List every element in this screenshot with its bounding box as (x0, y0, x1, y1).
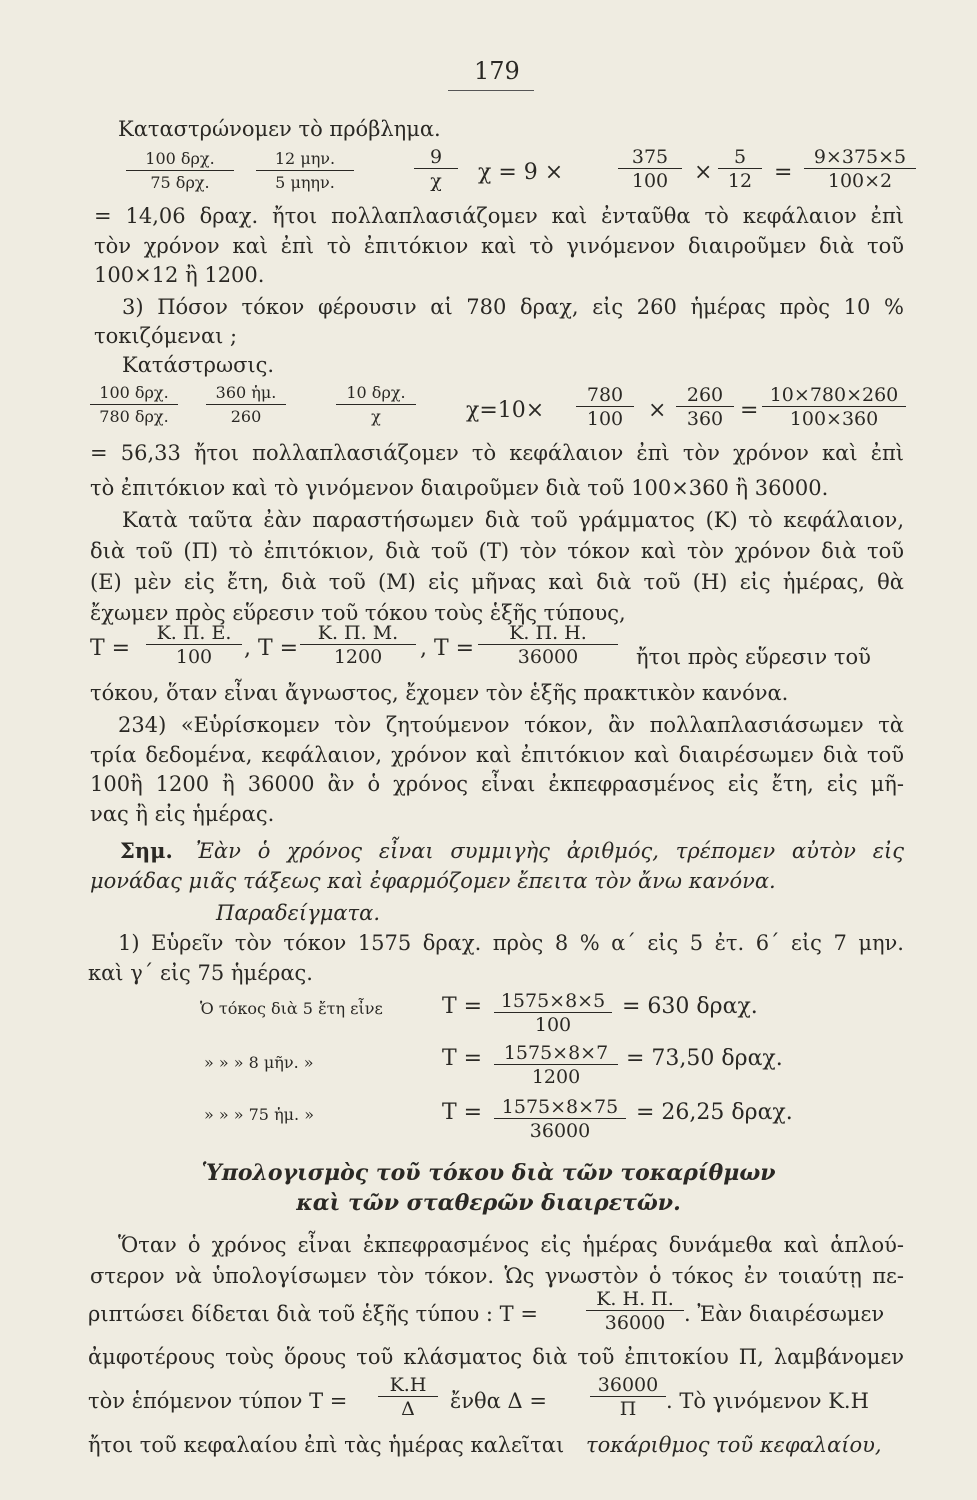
sec5-line-5b: ἔνθα Δ = (450, 1389, 547, 1413)
sec1-equation-lhs: χ = 9 × (478, 160, 564, 185)
sec1-line-1: = 14,06 δραχ. ἤτοι πολλαπλασιάζομεν καὶ ἐνταῦθα τὸ κεφάλαιον ἐπὶ (94, 204, 904, 228)
example-result-3-t: Τ = (442, 1100, 483, 1125)
sec2-question-line-2: τοκιζόμεναι ; (94, 324, 238, 348)
sec5-line-3a: ριπτώσει δίδεται διὰ τοῦ ἑξῆς τύπου : Τ = (88, 1302, 538, 1326)
formula-t3-label: , Τ = (420, 636, 475, 661)
sec1-fraction-a: 100 δρχ. 75 δρχ. (126, 148, 234, 195)
sec1-fraction-f: $\frac{9\times 375\times 5}{100\times 2}$ (804, 146, 916, 193)
note-line-2: μονάδας μιᾶς τάξεως καὶ ἐφαρμόζομεν ἔπειτα τὸν ἄνω κανόνα. (90, 869, 776, 893)
sec2-fraction-d: $\frac{780}{100}$ (576, 384, 634, 431)
sec2-fraction-a: 100 δρχ. 780 δρχ. (90, 382, 178, 429)
example-result-3-label: » » » 75 ἡμ. » (204, 1105, 315, 1124)
section-heading-line-2: καὶ τῶν σταθερῶν διαιρετῶν. (296, 1190, 681, 1216)
sec5-line-6a: ἤτοι τοῦ κεφαλαίου ἐπὶ τὰς ἡμέρας καλεῖται (88, 1433, 565, 1457)
example-result-2-label: » » » 8 μῆν. » (204, 1053, 314, 1072)
example-result-1-t: Τ = (442, 994, 483, 1019)
rule-234-line-2: τρία δεδομένα, κεφάλαιον, χρόνον καὶ ἐπιτόκιον καὶ διαιρέσωμεν διὰ τοῦ (90, 743, 904, 767)
sec2-label: Κατάστρωσις. (122, 353, 275, 377)
sec2-fraction-f: $\frac{10\times 780\times 260}{100\times 360}$ (762, 384, 906, 431)
sec1-fraction-d: $\frac{375}{100}$ (618, 146, 682, 193)
formula-t2-label: , Τ = (244, 636, 299, 661)
sec3-line-5: τόκου, ὅταν εἶναι ἄγνωστος, ἔχομεν τὸν ἑξῆς πρακτικὸν κανόνα. (90, 681, 789, 705)
sec3-line-3: (Ε) μὲν εἰς ἔτη, διὰ τοῦ (Μ) εἰς μῆνας καὶ διὰ τοῦ (Η) εἰς ἡμέρας, θὰ (90, 570, 904, 594)
examples-heading: Παραδείγματα. (216, 901, 381, 925)
sec2-fraction-c: 10 δρχ. χ (336, 382, 416, 429)
example-result-3-fraction: $\frac{1575\times 8\times 75}{36000}$ (494, 1096, 626, 1143)
sec2-fraction-e: $\frac{260}{360}$ (676, 384, 734, 431)
sec2-equation-lhs: χ=10× (466, 398, 545, 423)
note-line-1: Ἐὰν ὁ χρόνος εἶναι συμμιγὴς ἀριθμός, τρέπομεν αὐτὸν εἰς (196, 839, 904, 863)
sec2-fraction-b: $\frac{\text{360 ἡμ.}}{260}$ (206, 382, 286, 429)
sec1-intro: Καταστρώνομεν τὸ πρόβλημα. (118, 117, 441, 141)
example-result-2-value: = 73,50 δραχ. (626, 1046, 783, 1071)
sec5-line-1: Ὅταν ὁ χρόνος εἶναι ἐκπεφρασμένος εἰς ἡμέρας δυνάμεθα καὶ ἁπλού- (118, 1233, 904, 1257)
page-number-rule (448, 90, 534, 91)
sec5-line-3b: . Ἐὰν διαιρέσωμεν (684, 1302, 885, 1326)
example-1-line-2: καὶ γ΄ εἰς 75 ἡμέρας. (88, 961, 313, 985)
rule-234-line-1: 234) «Εὑρίσκομεν τὸν ζητούμενον τόκον, ἂν πολλαπλασιάσωμεν τὰ (118, 713, 904, 737)
sec5-fraction-1: $\frac{K. H. \Pi.}{36000}$ (586, 1288, 684, 1335)
sec5-line-6b: τοκάριθμος τοῦ κεφαλαίου, (586, 1433, 882, 1457)
sec1-times-sign: × (694, 160, 713, 185)
sec5-line-2: στερον νὰ ὑπολογίσωμεν τὸν τόκον. Ὡς γνωστὸν ὁ τόκος ἐν τοιαύτῃ πε- (90, 1264, 904, 1288)
sec3-formula-tail: ἤτοι πρὸς εὕρεσιν τοῦ (636, 645, 871, 669)
example-result-2-t: Τ = (442, 1046, 483, 1071)
note-label: Σημ. (120, 838, 173, 863)
sec1-fraction-c: $\frac{9}{\chi}$ (414, 146, 458, 193)
sec2-question-line-1: 3) Πόσον τόκον φέρουσιν αἱ 780 δραχ, εἰς 260 ἡμέρας πρὸς 10 % (122, 295, 904, 319)
sec5-line-5c: . Τὸ γινόμενον Κ.Η (666, 1389, 869, 1413)
rule-234-line-4: νας ἢ εἰς ἡμέρας. (90, 802, 275, 826)
sec1-line-3: 100×12 ἢ 1200. (94, 263, 265, 287)
sec1-line-2: τὸν χρόνον καὶ ἐπὶ τὸ ἐπιτόκιον καὶ τὸ γινόμενον διαιροῦμεν διὰ τοῦ (94, 234, 904, 258)
section-heading-line-1: Ὑπολογισμὸς τοῦ τόκου διὰ τῶν τοκαρίθμων (201, 1160, 776, 1186)
sec1-equals-sign: = (774, 160, 793, 185)
example-result-1-fraction: $\frac{1575\times 8\times 5}{100}$ (494, 990, 612, 1037)
sec2-equals-sign: = (740, 398, 759, 423)
sec5-line-5a: τὸν ἑπόμενον τύπον Τ = (88, 1389, 348, 1413)
rule-234-line-3: 100ἢ 1200 ἢ 36000 ἂν ὁ χρόνος εἶναι ἐκπεφρασμένος εἰς ἔτη, εἰς μῆ- (90, 772, 904, 796)
page-number: 179 (474, 57, 520, 85)
sec3-line-4: ἔχωμεν πρὸς εὕρεσιν τοῦ τόκου τοὺς ἑξῆς τύπους, (90, 601, 626, 625)
example-result-1-value: = 630 δραχ. (622, 994, 758, 1019)
sec1-fraction-e: $\frac{5}{12}$ (718, 146, 762, 193)
formula-t1-fraction: $\frac{K. \Pi. E.}{100}$ (146, 622, 242, 669)
formula-t1-label: Τ = (90, 636, 131, 661)
sec1-fraction-b: 12 μην. 5 μηην. (256, 148, 354, 195)
sec3-line-1: Κατὰ ταῦτα ἐὰν παραστήσωμεν διὰ τοῦ γράμματος (Κ) τὸ κεφάλαιον, (122, 508, 904, 532)
formula-t3-fraction: $\frac{K. \Pi. H.}{36000}$ (478, 622, 618, 669)
sec2-times-sign: × (648, 398, 667, 423)
example-result-3-value: = 26,25 δραχ. (636, 1100, 793, 1125)
example-result-1-label: Ὁ τόκος διὰ 5 ἔτη εἶνε (200, 999, 383, 1018)
sec3-line-2: διὰ τοῦ (Π) τὸ ἐπιτόκιον, διὰ τοῦ (Τ) τὸν τόκον καὶ τὸν χρόνον διὰ τοῦ (90, 539, 904, 563)
example-result-2-fraction: $\frac{1575\times 8\times 7}{1200}$ (494, 1042, 618, 1089)
sec5-fraction-2: $\frac{K.H}{\Delta}$ (378, 1374, 438, 1421)
sec5-line-4: ἀμφοτέρους τοὺς ὅρους τοῦ κλάσματος διὰ τοῦ ἐπιτοκίου Π, λαμβάνομεν (88, 1345, 904, 1369)
formula-t2-fraction: $\frac{K. \Pi. M.}{1200}$ (300, 622, 416, 669)
example-1-line-1: 1) Εὑρεῖν τὸν τόκον 1575 δραχ. πρὸς 8 % α΄ εἰς 5 ἐτ. 6΄ εἰς 7 μην. (118, 931, 904, 955)
sec2-line-1: = 56,33 ἤτοι πολλαπλασιάζομεν τὸ κεφάλαιον ἐπὶ τὸν χρόνον καὶ ἐπὶ (90, 441, 904, 465)
sec5-fraction-3: $\frac{36000}{\Pi}$ (590, 1374, 666, 1421)
sec2-line-2: τὸ ἐπιτόκιον καὶ τὸ γινόμενον διαιροῦμεν διὰ τοῦ 100×360 ἢ 36000. (90, 476, 829, 500)
